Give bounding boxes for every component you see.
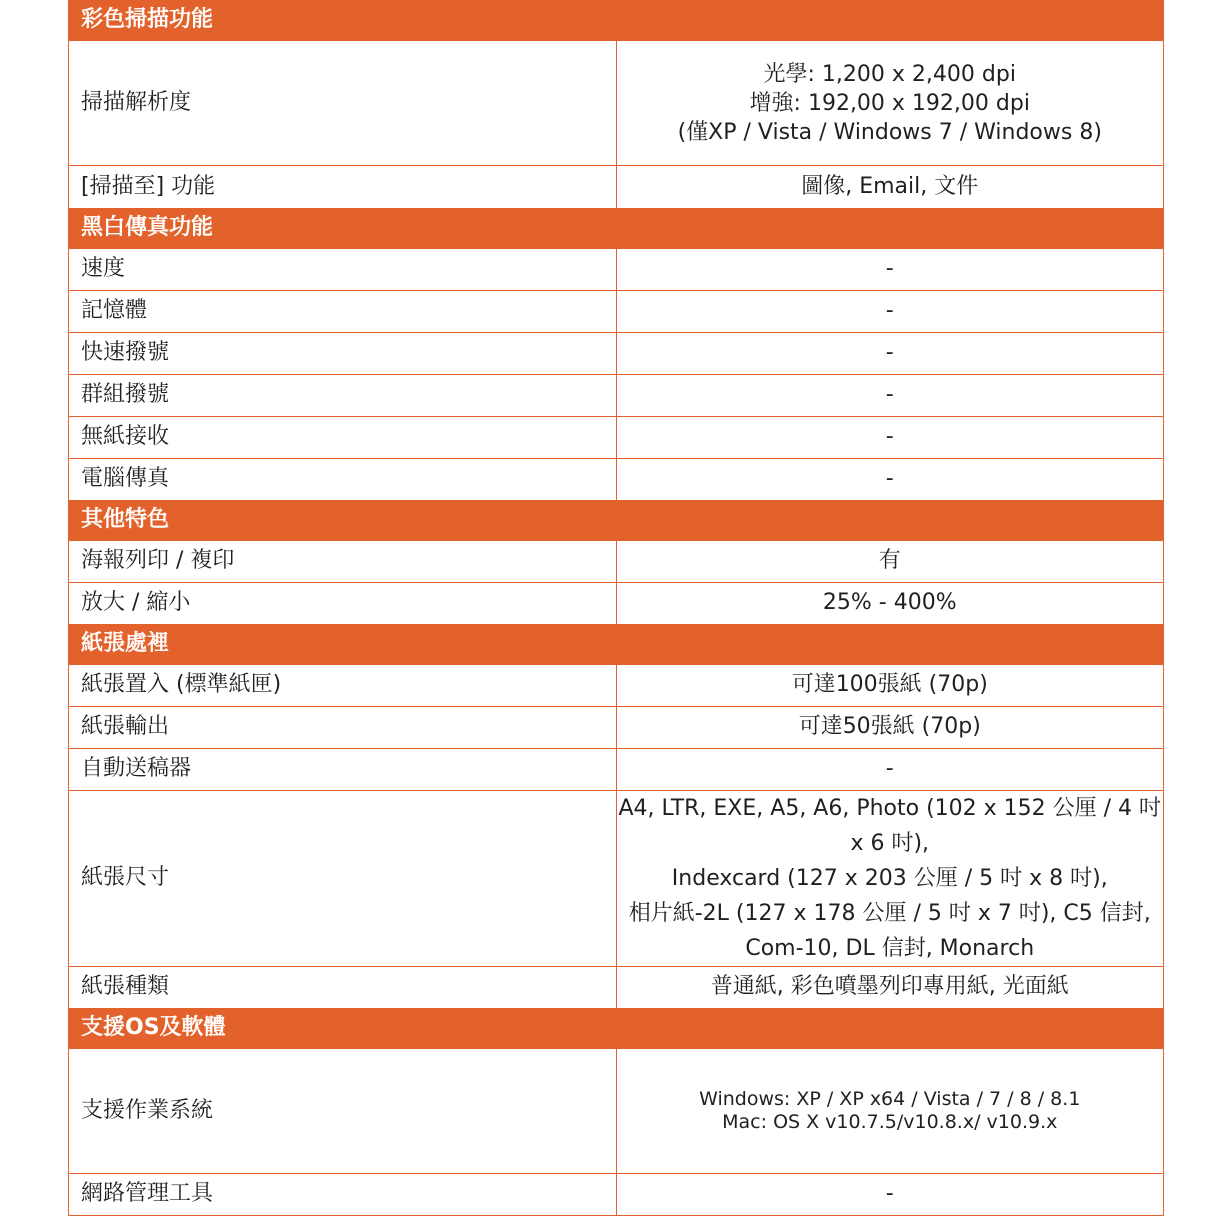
spec-value-line: Com-10, DL 信封, Monarch [745,936,1035,961]
section-header-row [69,209,1164,249]
spec-value-line: 增強: 192,00 x 192,00 dpi [749,90,1030,116]
spec-label: 紙張輸出 [69,707,617,749]
spec-value [616,1174,1164,1216]
spec-label: 海報列印 / 複印 [69,541,617,583]
section-title: 其他特色 [69,501,1164,541]
spec-value-line: - [885,756,894,782]
spec-value-line: - [885,1181,894,1207]
spec-row [69,749,1164,791]
section-title: 彩色掃描功能 [69,1,1164,41]
section-header-row [69,1,1164,41]
spec-row [69,1049,1164,1174]
spec-label: 群組撥號 [69,375,617,417]
spec-row [69,41,1164,166]
spec-value [616,333,1164,375]
section-title: 支援OS及軟體 [69,1009,1164,1049]
spec-value [616,967,1164,1009]
spec-row [69,791,1164,967]
spec-label: 紙張置入 (標準紙匣) [69,665,617,707]
spec-value-line: Mac: OS X v10.7.5/v10.8.x/ v10.9.x [722,1111,1058,1133]
section-header-row [69,501,1164,541]
spec-label: 支援作業系統 [69,1049,617,1174]
spec-value [616,1049,1164,1174]
spec-value [616,41,1164,166]
spec-table [68,0,1164,1216]
spec-label: 網路管理工具 [69,1174,617,1216]
spec-value-line: 可達50張紙 (70p) [798,714,981,740]
spec-value-line: 圖像, Email, 文件 [801,173,979,199]
spec-value [616,291,1164,333]
section-header-row [69,625,1164,665]
spec-value-line: A4, LTR, EXE, A5, A6, Photo (102 x 152 公厘 / 4 吋 x 6 吋), [618,796,1162,856]
spec-row [69,249,1164,291]
spec-label: 電腦傳真 [69,459,617,501]
spec-value [616,459,1164,501]
spec-value [616,665,1164,707]
spec-label: 掃描解析度 [69,41,617,166]
spec-row [69,665,1164,707]
section-header-row [69,1009,1164,1049]
section-title: 紙張處裡 [69,625,1164,665]
spec-value-line: 相片紙-2L (127 x 178 公厘 / 5 吋 x 7 吋), C5 信封, [628,901,1151,926]
spec-value [616,417,1164,459]
spec-label: 自動送稿器 [69,749,617,791]
section-title: 黑白傳真功能 [69,209,1164,249]
spec-row [69,166,1164,209]
spec-row [69,707,1164,749]
spec-value [616,249,1164,291]
spec-row [69,375,1164,417]
spec-table-body [69,1,1164,1216]
spec-value [616,375,1164,417]
spec-row [69,459,1164,501]
spec-row [69,417,1164,459]
spec-value [616,791,1164,967]
spec-value-line: - [885,424,894,450]
spec-value-line: 25% - 400% [822,590,957,616]
spec-value-line: - [885,340,894,366]
spec-value-line: Windows: XP / XP x64 / Vista / 7 / 8 / 8.1 [699,1088,1081,1110]
spec-label: 無紙接收 [69,417,617,459]
spec-label: 速度 [69,249,617,291]
spec-row [69,1174,1164,1216]
spec-row [69,333,1164,375]
spec-label: 紙張尺寸 [69,791,617,967]
spec-value-line: 有 [878,548,901,574]
spec-value-line: (僅XP / Vista / Windows 7 / Windows 8) [677,119,1102,145]
spec-label: 放大 / 縮小 [69,583,617,625]
spec-value-line: - [885,256,894,282]
spec-value-line: 普通紙, 彩色噴墨列印專用紙, 光面紙 [710,974,1069,1000]
spec-value [616,707,1164,749]
spec-label: 快速撥號 [69,333,617,375]
spec-value [616,166,1164,209]
spec-value [616,749,1164,791]
spec-value-line: - [885,298,894,324]
spec-row [69,291,1164,333]
spec-row [69,967,1164,1009]
spec-row [69,541,1164,583]
spec-value-line: Indexcard (127 x 203 公厘 / 5 吋 x 8 吋), [671,866,1108,891]
spec-value-line: 光學: 1,200 x 2,400 dpi [763,61,1016,87]
spec-label: 記憶體 [69,291,617,333]
spec-label: [掃描至] 功能 [69,166,617,209]
spec-value-line: 可達100張紙 (70p) [791,672,988,698]
spec-value-line: - [885,382,894,408]
spec-value-line: - [885,466,894,492]
spec-row [69,583,1164,625]
spec-value [616,541,1164,583]
spec-value [616,583,1164,625]
spec-label: 紙張種類 [69,967,617,1009]
